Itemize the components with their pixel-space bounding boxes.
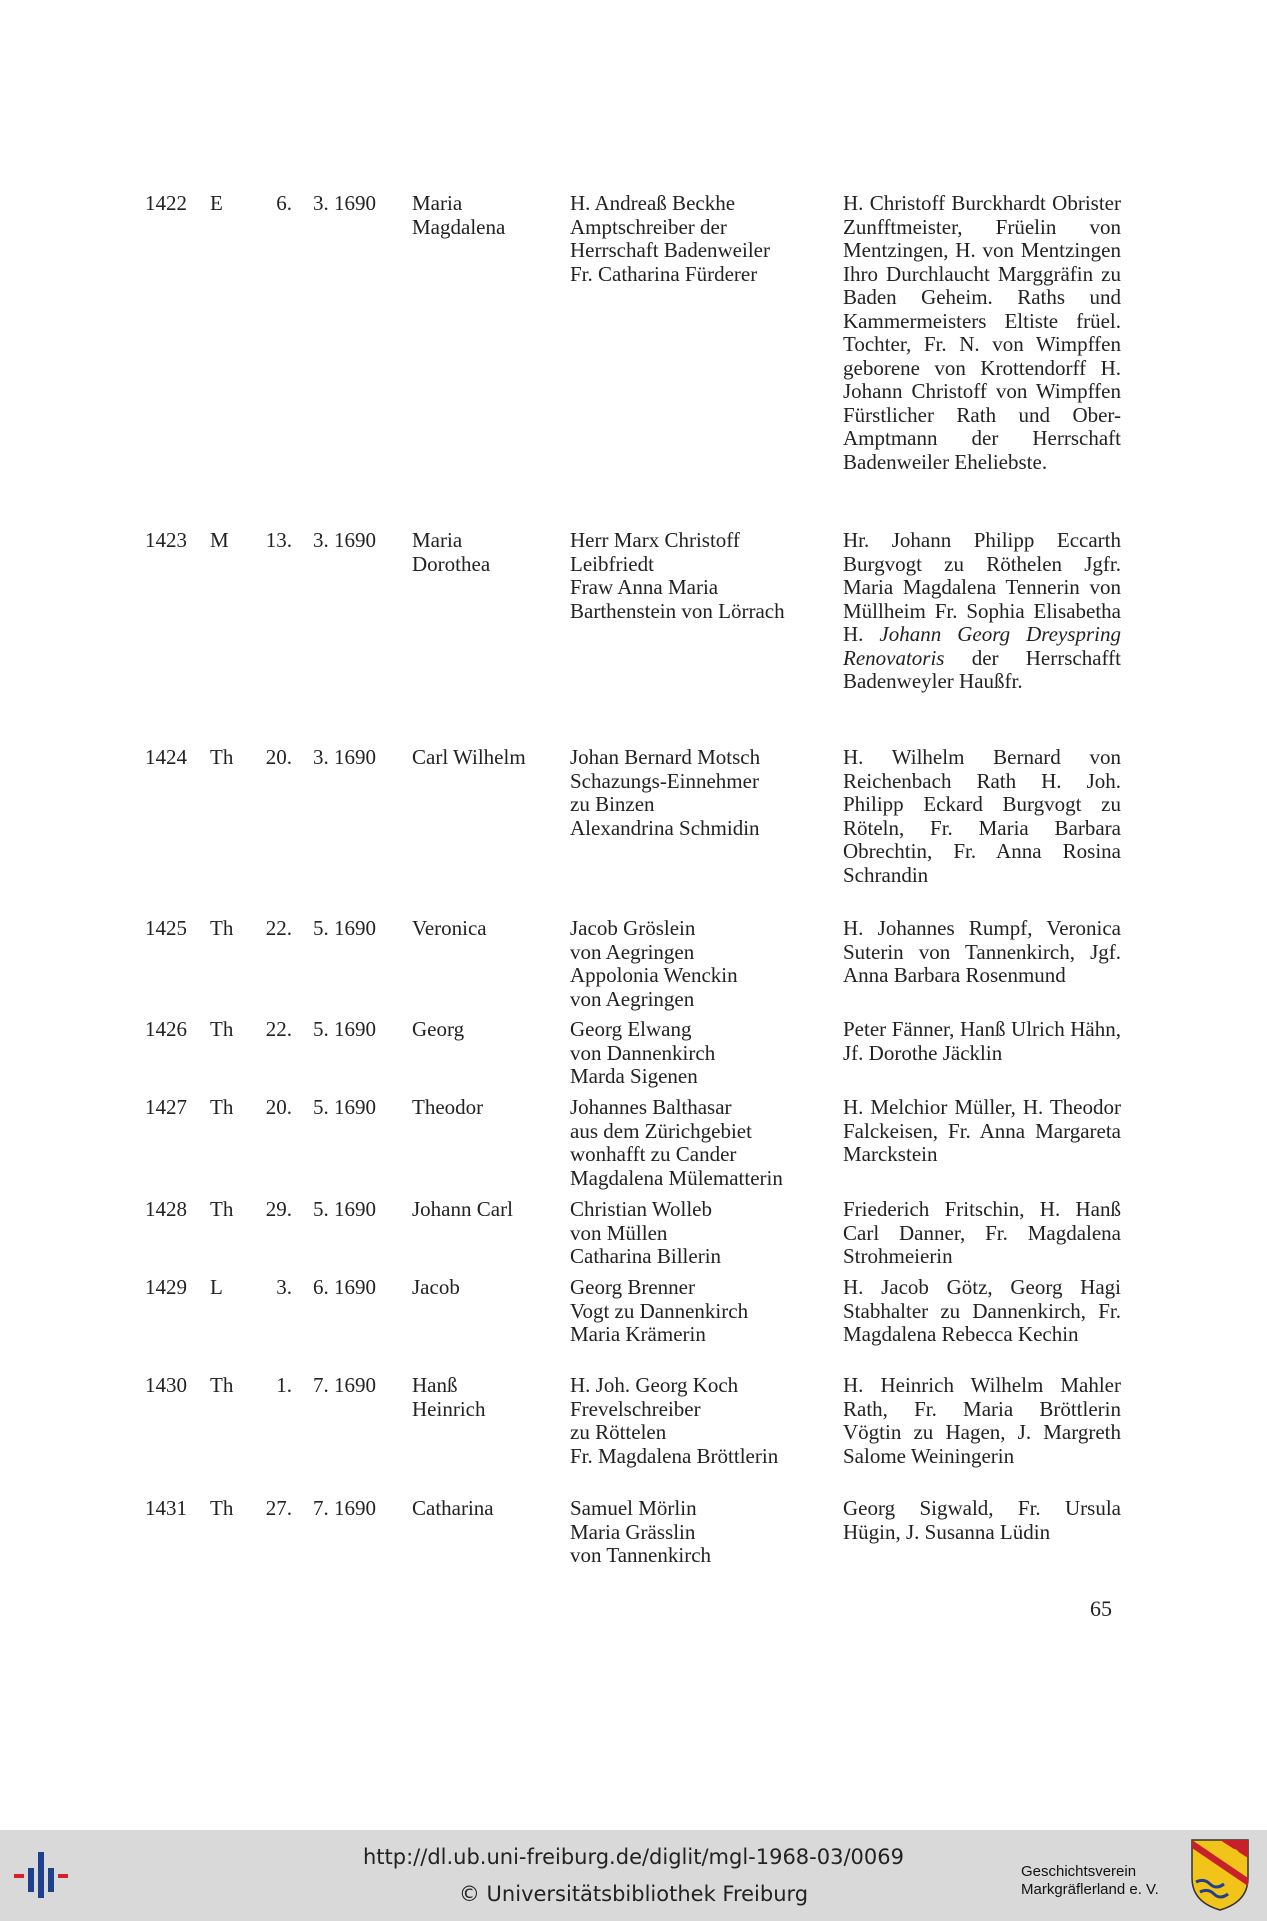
godparents [843, 529, 1121, 694]
entry-month-year: 5. 1690 [313, 916, 376, 940]
entry-day: 29. [265, 1197, 292, 1221]
godparents: H. Wilhelm Bernard von Reichenbach Rath H. Joh. Philipp Eckard Burgvogt zu Röteln, Fr. Maria Barbara Obrechtin, Fr. Anna Rosina Schrandin [843, 745, 1121, 887]
entry-day: 3. [276, 1275, 292, 1299]
godparents-text: Hr. Johann Philipp Eccarth Burgvogt zu Röthelen Jgfr. Maria Magdalena Tennerin von Müllheim Fr. Sophia Elisabetha H. [843, 528, 1121, 646]
entry-number: 1427 [145, 1095, 187, 1119]
parents: H. Joh. Georg Koch Frevelschreiber zu Röttelen Fr. Magdalena Bröttlerin [570, 1373, 779, 1468]
weekday-code: Th [210, 1017, 234, 1041]
entry-day: 6. [276, 191, 292, 215]
godparents: H. Melchior Müller, H. Theodor Falckeisen, Fr. Anna Margareta Marckstein [843, 1095, 1121, 1166]
parents: Christian Wolleb von Müllen Catharina Billerin [570, 1197, 722, 1268]
parents: Johannes Balthasar aus dem Zürichgebiet wonhafft zu Cander Magdalena Mülematterin [570, 1095, 783, 1190]
child-name: Johann Carl [412, 1197, 513, 1221]
child-name: Veronica [412, 916, 487, 940]
footer-bar [0, 1830, 1267, 1921]
society-name [1021, 1863, 1186, 1899]
godparents: H. Johannes Rumpf, Veronica Suterin von Tannenkirch, Jgf. Anna Barbara Rosenmund [843, 916, 1121, 987]
entry-month-year: 5. 1690 [313, 1095, 376, 1119]
entry-number: 1423 [145, 528, 187, 552]
child-name: Hanß Heinrich [412, 1373, 486, 1421]
entry-day: 22. [265, 1017, 292, 1041]
godparents: Friederich Fritschin, H. Hanß Carl Danner, Fr. Magdalena Strohmeierin [843, 1197, 1121, 1268]
parents: Johan Bernard Motsch Schazungs-Einnehmer zu Binzen Alexandrina Schmidin [570, 745, 761, 840]
parents: Georg Brenner Vogt zu Dannenkirch Maria Krämerin [570, 1275, 749, 1346]
weekday-code: L [210, 1275, 223, 1299]
copyright-notice: © Universitätsbibliothek Freiburg [458, 1882, 809, 1906]
entry-day: 20. [265, 1095, 292, 1119]
child-name: Maria Dorothea [412, 528, 491, 576]
weekday-code: Th [210, 1373, 234, 1397]
parents: Samuel Mörlin Maria Grässlin von Tannenkirch [570, 1496, 712, 1567]
entry-number: 1425 [145, 916, 187, 940]
entry-number: 1422 [145, 191, 187, 215]
entry-month-year: 5. 1690 [313, 1017, 376, 1041]
godparents: Peter Fänner, Hanß Ulrich Hähn, Jf. Dorothe Jäcklin [843, 1017, 1121, 1065]
entry-month-year: 5. 1690 [313, 1197, 376, 1221]
coat-of-arms-icon [1190, 1838, 1250, 1912]
society-line: Geschichtsverein [1021, 1863, 1137, 1880]
society-line: Markgräflerland e. V. [1021, 1881, 1159, 1898]
weekday-code: Th [210, 916, 234, 940]
entry-day: 20. [265, 745, 292, 769]
entry-day: 13. [265, 528, 292, 552]
entry-month-year: 3. 1690 [313, 191, 376, 215]
entry-number: 1428 [145, 1197, 187, 1221]
entry-number: 1429 [145, 1275, 187, 1299]
parents: Herr Marx Christoff Leibfriedt Fraw Anna Maria Barthenstein von Lörrach [570, 528, 785, 623]
child-name: Theodor [412, 1095, 484, 1119]
parents: Jacob Gröslein von Aegringen Appolonia Wenckin von Aegringen [570, 916, 738, 1011]
godparents: H. Jacob Götz, Georg Hagi Stabhalter zu Dannenkirch, Fr. Magdalena Rebecca Kechin [843, 1275, 1121, 1346]
entry-number: 1424 [145, 745, 187, 769]
godparents-italic-text: Johann Georg Dreyspring Renovatoris [843, 622, 1121, 670]
page-number: 65 [1090, 1596, 1112, 1621]
child-name: Maria Magdalena [412, 191, 506, 239]
godparents: H. Christoff Burckhardt Obrister Zunfftmeister, Früelin von Mentzingen, H. von Mentzingen Ihro Durchlaucht Marggräfin zu Baden Geheim. Raths und Kammermeisters Eltiste früel. Tochter, Fr. N. von Wimpffen geborene von Krottendorff H. Johann Christoff von Wimpffen Fürstlicher Rath und Ober-Amptmann der Herrschaft Badenweiler Eheliebste. [843, 191, 1121, 474]
godparents-text: der Herrschafft Badenweyler Haußfr. [843, 645, 1121, 693]
weekday-code: Th [210, 1197, 234, 1221]
child-name: Georg [412, 1017, 465, 1041]
weekday-code: M [210, 528, 229, 552]
entry-number: 1426 [145, 1017, 187, 1041]
url-link[interactable]: http://dl.ub.uni-freiburg.de/diglit/mgl-1968-03/0069 [362, 1845, 904, 1869]
entry-month-year: 3. 1690 [313, 528, 376, 552]
entry-number: 1431 [145, 1496, 187, 1520]
entry-number: 1430 [145, 1373, 187, 1397]
weekday-code: E [210, 191, 223, 215]
godparents: Georg Sigwald, Fr. Ursula Hügin, J. Susanna Lüdin [843, 1496, 1121, 1544]
entry-month-year: 3. 1690 [313, 745, 376, 769]
entry-day: 1. [276, 1373, 292, 1397]
entry-day: 27. [265, 1496, 292, 1520]
child-name: Jacob [412, 1275, 460, 1299]
entry-month-year: 6. 1690 [313, 1275, 376, 1299]
weekday-code: Th [210, 1496, 234, 1520]
child-name: Catharina [412, 1496, 494, 1520]
weekday-code: Th [210, 1095, 234, 1119]
child-name: Carl Wilhelm [412, 745, 526, 769]
parents: Georg Elwang von Dannenkirch Marda Sigenen [570, 1017, 716, 1088]
entry-day: 22. [265, 916, 292, 940]
godparents: H. Heinrich Wilhelm Mahler Rath, Fr. Maria Bröttlerin Vögtin zu Hagen, J. Margreth Salome Weiningerin [843, 1373, 1121, 1468]
entry-month-year: 7. 1690 [313, 1496, 376, 1520]
parents: H. Andreaß Beckhe Amptschreiber der Herrschaft Badenweiler Fr. Catharina Fürderer [570, 191, 770, 286]
entry-month-year: 7. 1690 [313, 1373, 376, 1397]
weekday-code: Th [210, 745, 234, 769]
